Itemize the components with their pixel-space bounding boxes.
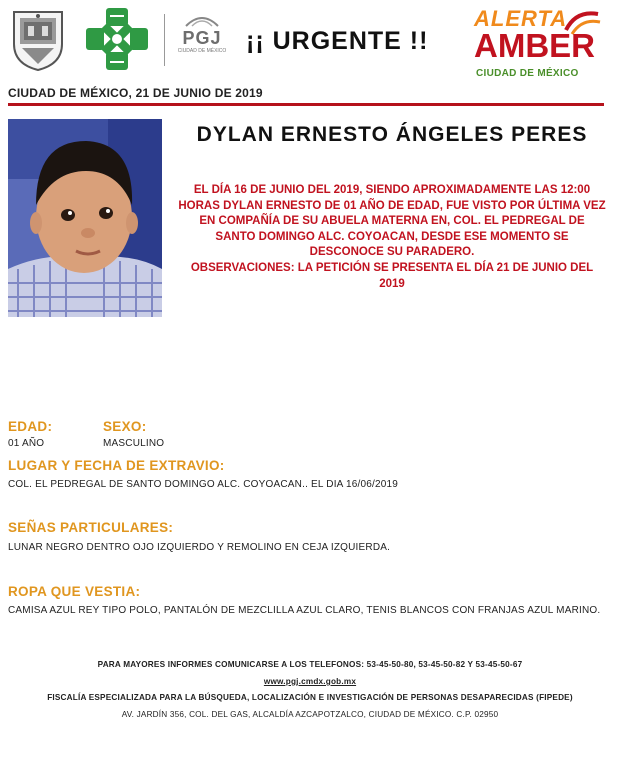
header [0, 0, 620, 80]
dateline: CIUDAD DE MÉXICO, 21 DE JUNIO DE 2019 [8, 86, 263, 100]
fiscalia-name: FISCALÍA ESPECIALIZADA PARA LA BÚSQUEDA, LOCALIZACIÓN E INVESTIGACIÓN DE PERSONAS DESAPARECIDAS (FIPEDE) [47, 693, 573, 702]
amber-logo-line2: AMBER [474, 27, 595, 64]
location-date-label: LUGAR Y FECHA DE EXTRAVIO: [8, 458, 225, 473]
pgj-logo [176, 12, 228, 68]
red-divider [8, 103, 604, 106]
pgj-logo-text: PGJ [182, 28, 222, 48]
amber-logo-line1: ALERTA [474, 6, 568, 31]
fiscalia-address: AV. JARDÍN 356, COL. DEL GAS, ALCALDÍA AZCAPOTZALCO, CIUDAD DE MÉXICO. C.P. 02950 [121, 710, 499, 719]
website-link[interactable]: www.pgj.cmdx.gob.mx [263, 677, 357, 686]
clothing-value: CAMISA AZUL REY TIPO POLO, PANTALÓN DE MEZCLILLA AZUL CLARO, TENIS BLANCOS CON FRANJAS AZUL MARINO. [8, 605, 601, 616]
age-value: 01 AÑO [8, 438, 45, 449]
clothing-label: ROPA QUE VESTIA: [8, 584, 141, 599]
website-link-row [0, 677, 620, 686]
amber-logo-line3: CIUDAD DE MÉXICO [476, 68, 579, 79]
observations: OBSERVACIONES: LA PETICIÓN SE PRESENTA EL DÍA 21 DE JUNIO DEL 2019 [190, 261, 594, 290]
incident-narrative: EL DÍA 16 DE JUNIO DEL 2019, SIENDO APROXIMADAMENTE LAS 12:00 HORAS DYLAN ERNESTO DE 01 AÑO DE EDAD, FUE VISTO POR ÚLTIMA VEZ EN COMPAÑÍA DE SU ABUELA MATERNA EN, COL. EL PEDREGAL DE SANTO DOMINGO ALC. COYOACAN, DESDE ESE MOMENTO SE DESCONOCE SU PARADERO. [178, 184, 606, 259]
incident-description [178, 183, 606, 292]
distinguishing-marks-label: SEÑAS PARTICULARES: [8, 520, 174, 535]
missing-child-photo [8, 119, 162, 317]
distinguishing-marks-value: LUNAR NEGRO DENTRO OJO IZQUIERDO Y REMOLINO EN CEJA IZQUIERDA. [8, 542, 391, 553]
sex-value: MASCULINO [103, 438, 165, 449]
sex-label: SEXO: [103, 419, 147, 434]
cdmx-coat-of-arms-icon [10, 8, 66, 72]
logo-divider [164, 14, 165, 66]
contact-phones: PARA MAYORES INFORMES COMUNICARSE A LOS TELEFONOS: 53-45-50-80, 53-45-50-82 Y 53-45-50-67 [97, 660, 523, 669]
amber-alert-logo [470, 6, 610, 84]
pgj-emblem-icon [182, 12, 222, 28]
cdmx-green-logo-icon [84, 6, 150, 72]
urgent-heading: ¡¡ URGENTE !! [246, 27, 429, 55]
missing-person-name: DYLAN ERNESTO ÁNGELES PERES [196, 123, 588, 146]
location-date-value: COL. EL PEDREGAL DE SANTO DOMINGO ALC. COYOACAN.. EL DIA 16/06/2019 [8, 479, 399, 490]
age-label: EDAD: [8, 419, 53, 434]
pgj-logo-subtitle: CIUDAD DE MÉXICO [177, 48, 227, 54]
